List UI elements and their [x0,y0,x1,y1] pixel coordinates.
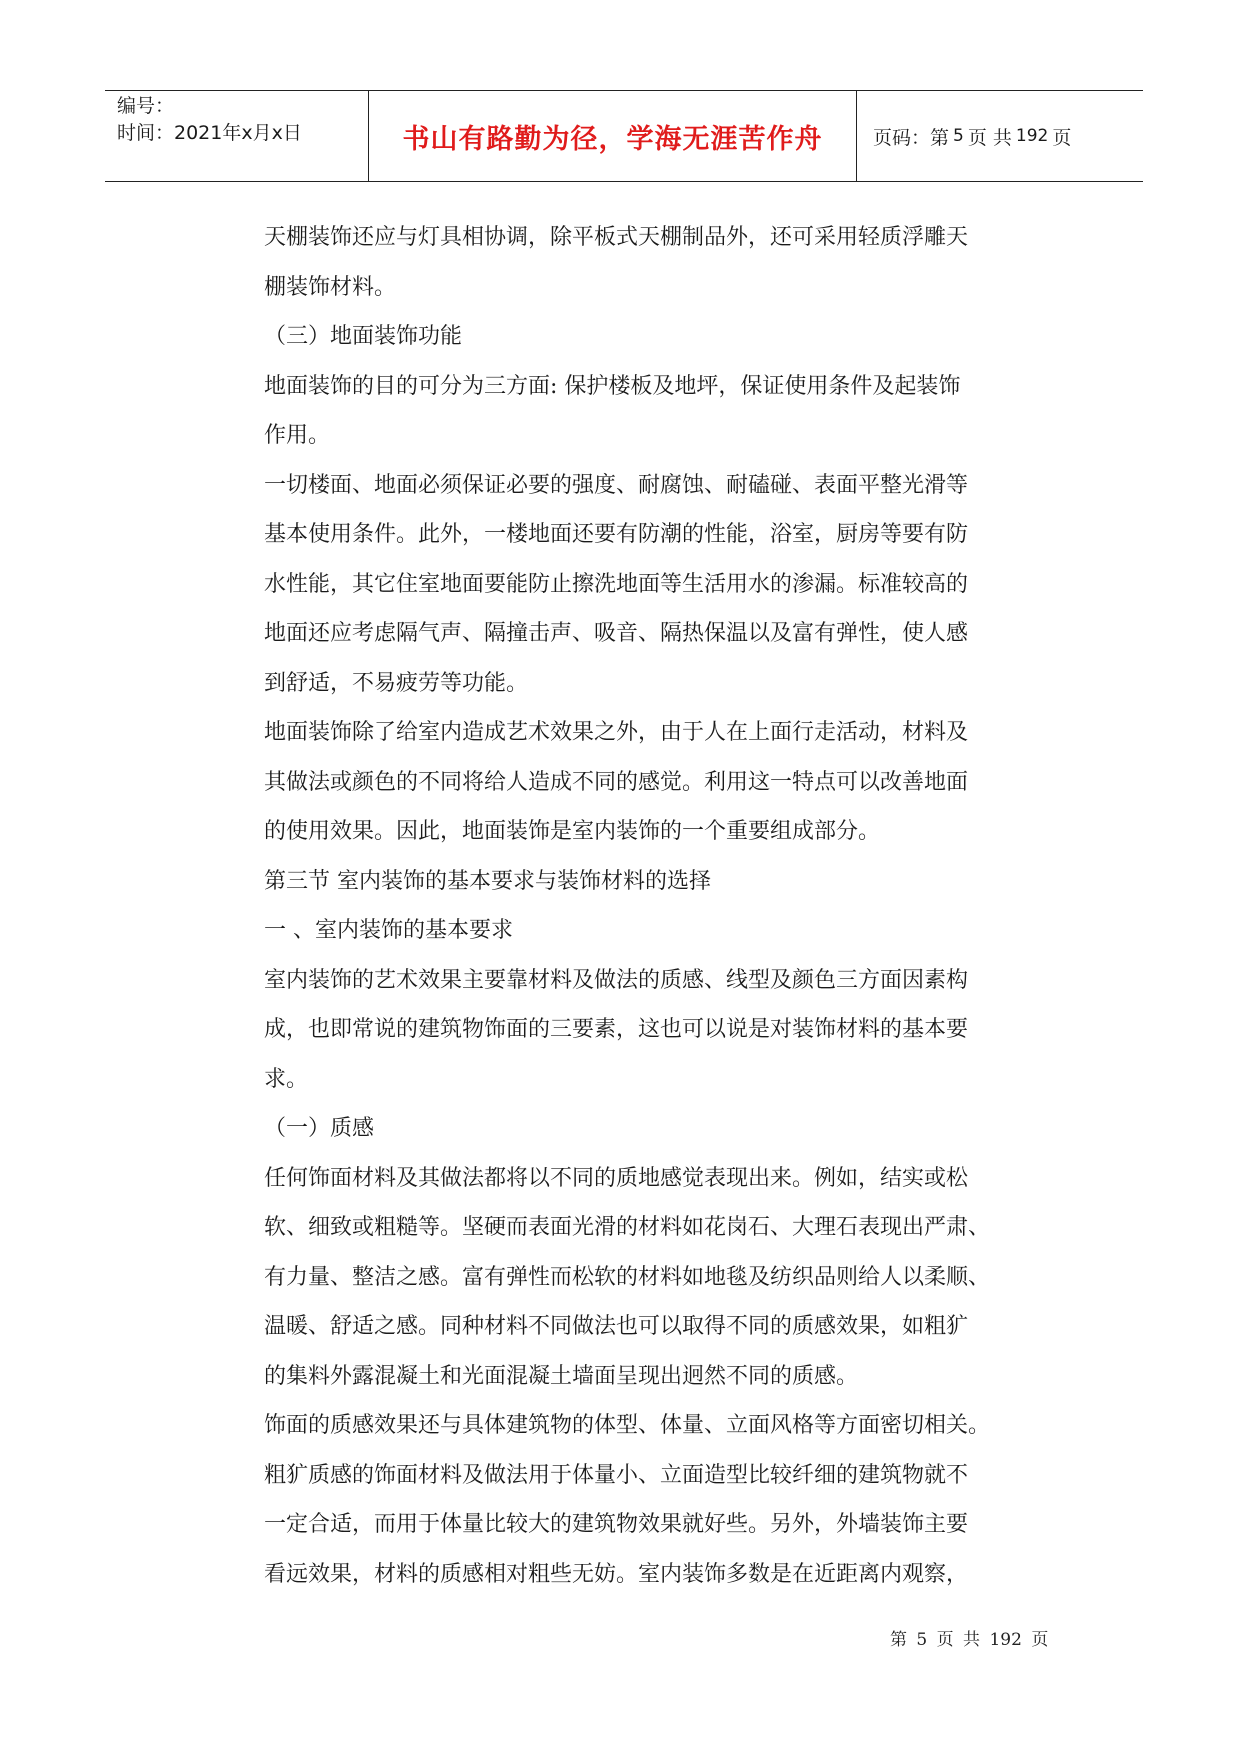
section-heading: 一 、室内装饰的基本要求 [264,918,513,943]
page-header [105,90,1143,182]
body-line: 饰面的质感效果还与具体建筑物的体型、体量、立面风格等方面密切相关。 [264,1413,991,1438]
body-line: 地面还应考虑隔气声、隔撞击声、吸音、隔热保温以及富有弹性，使人感 [264,621,969,646]
body-line: 软、细致或粗糙等。坚硬而表面光滑的材料如花岗石、大理石表现出严肃、 [264,1215,991,1240]
section-heading: （三）地面装饰功能 [264,324,463,349]
body-line: 成，也即常说的建筑物饰面的三要素，这也可以说是对装饰材料的基本要 [264,1017,969,1042]
footer-ye: 页 [936,1630,954,1650]
body-line: 棚装饰材料。 [264,274,397,300]
page-number: 5 [953,126,964,146]
footer-gong: 共 [963,1630,981,1650]
body-line: 作用。 [264,423,331,448]
body-line: 基本使用条件。此外，一楼地面还要有防潮的性能，浴室，厨房等要有防 [264,522,969,547]
document-body [264,213,1064,1599]
page-total: 192 [1015,126,1049,146]
body-line: 其做法或颜色的不同将给人造成不同的感觉。利用这一特点可以改善地面 [264,769,969,795]
page-mid: 页 共 [967,126,1012,149]
body-line: 看远效果，材料的质感相对粗些无妨。室内装饰多数是在近距离内观察， [264,1561,969,1587]
footer-ye: 页 [1031,1630,1049,1650]
body-line: 水性能，其它住室地面要能防止擦洗地面等生活用水的渗漏。标准较高的 [264,571,969,597]
header-meta [105,91,369,181]
section-heading: 第三节 室内装饰的基本要求与装饰材料的选择 [264,868,711,894]
body-line: 有力量、整洁之感。富有弹性而松软的材料如地毯及纺织品则给人以柔顺、 [264,1264,991,1290]
footer-di: 第 [890,1630,907,1650]
footer-page-number: 5 [916,1630,928,1650]
header-page-info [857,91,1143,181]
page-prefix: 页码：第 [873,126,950,149]
body-line: 天棚装饰还应与灯具相协调，除平板式天棚制品外，还可采用轻质浮雕天 [264,225,969,250]
header-motto: 书山有路勤为径，学海无涯苦作舟 [369,91,857,181]
code-label: 编号： [117,95,175,117]
body-line: 求。 [264,1066,309,1092]
body-line: 一定合适，而用于体量比较大的建筑物效果就好些。另外，外墙装饰主要 [264,1512,969,1537]
body-line: 温暖、舒适之感。同种材料不同做法也可以取得不同的质感效果，如粗犷 [264,1314,969,1339]
body-line: 一切楼面、地面必须保证必要的强度、耐腐蚀、耐磕碰、表面平整光滑等 [264,472,969,498]
time-label: 时间：2021年x月x日 [117,122,302,144]
page-footer [890,1625,1052,1650]
body-line: 地面装饰的目的可分为三方面: 保护楼板及地坪，保证使用条件及起装饰 [264,373,961,399]
body-line: 粗犷质感的饰面材料及做法用于体量小、立面造型比较纤细的建筑物就不 [264,1462,969,1488]
body-line: 的使用效果。因此，地面装饰是室内装饰的一个重要组成部分。 [264,819,881,844]
body-line: 室内装饰的艺术效果主要靠材料及做法的质感、线型及颜色三方面因素构 [264,967,969,993]
body-line: 的集料外露混凝土和光面混凝土墙面呈现出迥然不同的质感。 [264,1363,859,1389]
body-line: 任何饰面材料及其做法都将以不同的质地感觉表现出来。例如，结实或松 [264,1165,969,1191]
section-heading: （一）质感 [264,1116,375,1141]
body-line: 到舒适，不易疲劳等功能。 [264,670,529,696]
page-suffix: 页 [1052,126,1072,149]
footer-page-total: 192 [989,1630,1022,1650]
body-line: 地面装饰除了给室内造成艺术效果之外，由于人在上面行走活动，材料及 [264,720,969,745]
